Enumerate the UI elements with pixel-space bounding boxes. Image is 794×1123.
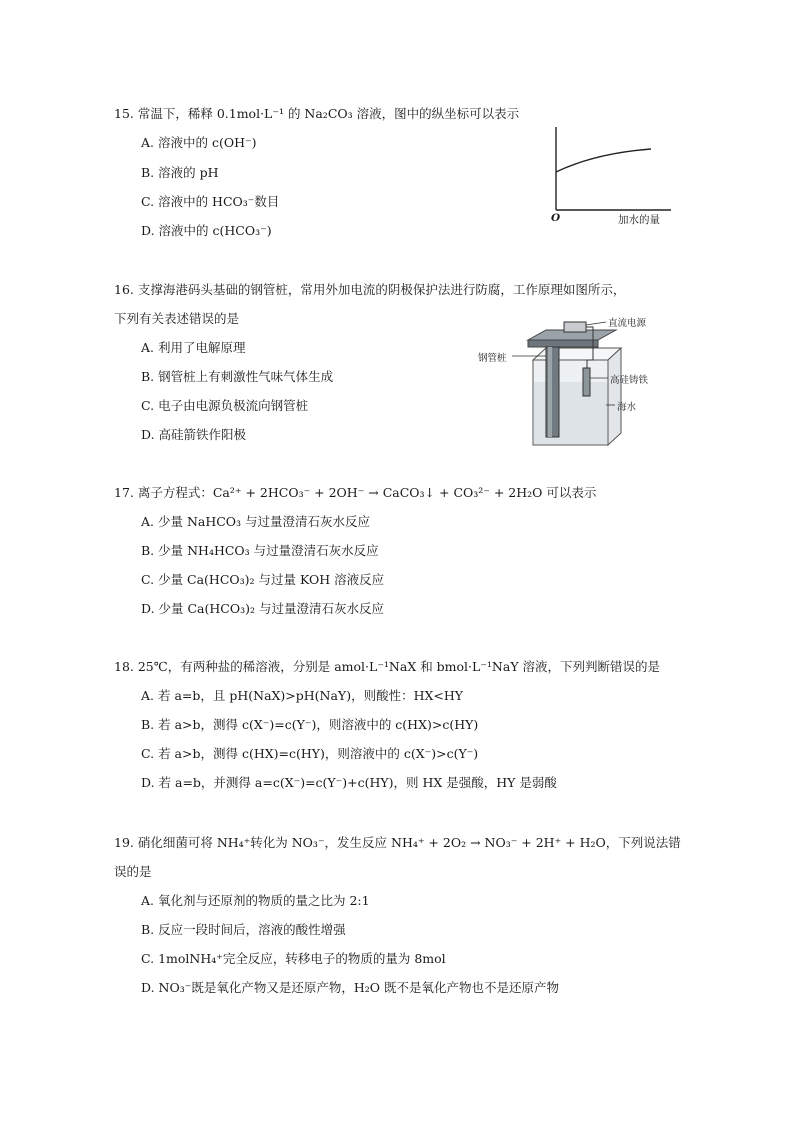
q19-stem-line1: 19. 硝化细菌可将 NH₄⁺转化为 NO₃⁻，发生反应 NH₄⁺ + 2O₂ → NO₃⁻ + 2H⁺ + H₂O，下列说法错 bbox=[114, 835, 681, 850]
power-box bbox=[564, 322, 586, 332]
q16-option-a: A. 利用了电解原理 bbox=[141, 340, 246, 355]
q15-stem: 15. 常温下，稀释 0.1mol·L⁻¹ 的 Na₂CO₃ 溶液，图中的纵坐标可以表示 bbox=[114, 106, 520, 121]
q19-option-c: C. 1molNH₄⁺完全反应，转移电子的物质的量为 8mol bbox=[141, 951, 446, 966]
q16-option-c: C. 电子由电源负极流向钢管桩 bbox=[141, 398, 309, 413]
q16-option-b: B. 钢管桩上有刺激性气味气体生成 bbox=[141, 369, 334, 384]
power-label: 直流电源 bbox=[608, 318, 647, 329]
origin-label: O bbox=[551, 212, 561, 224]
q18-option-c: C. 若 a>b，测得 c(HX)=c(HY)，则溶液中的 c(X⁻)>c(Y⁻) bbox=[141, 746, 479, 761]
anode-label: 高硅铸铁 bbox=[610, 375, 649, 386]
anode bbox=[583, 368, 590, 396]
q19-option-d: D. NO₃⁻既是氧化产物又是还原产物，H₂O 既不是氧化产物也不是还原产物 bbox=[141, 980, 559, 995]
steel-pile-highlight bbox=[548, 347, 552, 437]
q18-stem: 18. 25℃，有两种盐的稀溶液，分别是 amol·L⁻¹NaX 和 bmol·L⁻¹NaY 溶液，下列判断错误的是 bbox=[114, 659, 661, 674]
q17-stem: 17. 离子方程式：Ca²⁺ + 2HCO₃⁻ + 2OH⁻ → CaCO₃↓ + CO₃²⁻ + 2H₂O 可以表示 bbox=[114, 485, 597, 500]
q17-option-c: C. 少量 Ca(HCO₃)₂ 与过量 KOH 溶液反应 bbox=[141, 572, 385, 587]
q15-graph bbox=[546, 124, 676, 230]
curve bbox=[556, 149, 651, 172]
q15-option-d: D. 溶液中的 c(HCO₃⁻) bbox=[141, 223, 272, 238]
q19-option-a: A. 氧化剂与还原剂的物质的量之比为 2:1 bbox=[141, 893, 370, 908]
q15-option-a: A. 溶液中的 c(OH⁻) bbox=[141, 135, 257, 150]
q16-option-d: D. 高硅箭铁作阳极 bbox=[141, 427, 247, 442]
tank-side bbox=[608, 348, 621, 445]
q19-stem-line2: 误的是 bbox=[114, 864, 152, 879]
q18-option-a: A. 若 a=b，且 pH(NaX)>pH(NaY)，则酸性：HX<HY bbox=[141, 688, 463, 703]
q15-option-b: B. 溶液的 pH bbox=[141, 165, 219, 180]
platform-front bbox=[528, 340, 598, 347]
q18-option-d: D. 若 a=b，并测得 a=c(X⁻)=c(Y⁻)+c(HY)，则 HX 是强酸，HY 是弱酸 bbox=[141, 775, 557, 790]
q17-option-b: B. 少量 NH₄HCO₃ 与过量澄清石灰水反应 bbox=[141, 543, 379, 558]
seawater bbox=[534, 382, 607, 444]
q19-option-b: B. 反应一段时间后，溶液的酸性增强 bbox=[141, 922, 346, 937]
leader-power bbox=[586, 322, 606, 325]
steel-pile bbox=[546, 347, 559, 437]
q18-option-b: B. 若 a>b，测得 c(X⁻)=c(Y⁻)，则溶液中的 c(HX)>c(HY) bbox=[141, 717, 479, 732]
q16-stem-line2: 下列有关表述错误的是 bbox=[114, 311, 240, 326]
q15-option-c: C. 溶液中的 HCO₃⁻数目 bbox=[141, 194, 280, 209]
q17-option-a: A. 少量 NaHCO₃ 与过量澄清石灰水反应 bbox=[141, 514, 371, 529]
q16-stem-line1: 16. 支撑海港码头基础的钢管桩，常用外加电流的阴极保护法进行防腐，工作原理如图所示， bbox=[114, 282, 626, 297]
q16-apparatus bbox=[478, 310, 678, 460]
water-label: 海水 bbox=[617, 402, 637, 413]
q17-option-d: D. 少量 Ca(HCO₃)₂ 与过量澄清石灰水反应 bbox=[141, 601, 384, 616]
pile-label: 钢管桩 bbox=[478, 353, 507, 364]
x-axis-label: 加水的量 bbox=[618, 214, 660, 226]
